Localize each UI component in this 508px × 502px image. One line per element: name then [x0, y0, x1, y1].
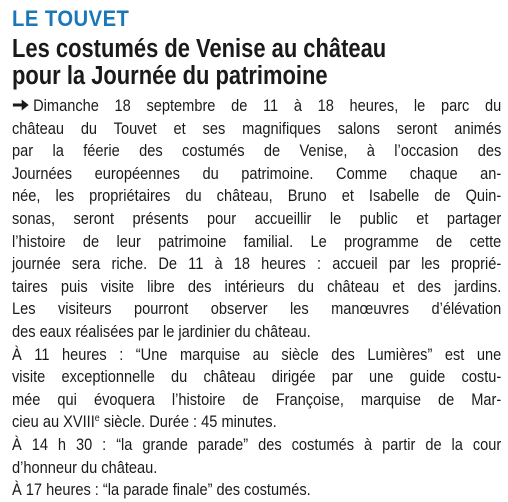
paragraph: [12, 479, 501, 502]
headline: [12, 36, 502, 90]
text-line: par la féerie des costumés de Venise, à l’occasion des: [12, 141, 502, 161]
paragraph: [12, 344, 501, 434]
text-line: cieu au XVIIIe siècle. Durée : 45 minutes.: [12, 412, 277, 432]
text-line: des eaux réalisées par le jardinier du château.: [12, 321, 311, 341]
article: [12, 6, 500, 502]
arrow-right-icon: [12, 96, 33, 115]
text-line: À 11 heures : “Une marquise au siècle des Lumières” est une: [12, 344, 502, 364]
text-line: taires puis visite libre des intérieurs du château et des jardins.: [12, 276, 502, 296]
text-line: Journées européennes du patrimoine. Comme chaque an-: [12, 163, 502, 183]
text-line: À 14 h 30 : “la grande parade” des costumés à partir de la cour: [12, 434, 502, 454]
text-line: Les visiteurs pourront observer les manœuvres d’élévation: [12, 299, 502, 319]
text-line: Dimanche 18 septembre de 11 à 18 heures, le parc du: [12, 95, 501, 118]
text-line: née, les propriétaires du château, Bruno et Isabelle de Quin-: [12, 186, 502, 206]
text-line: château du Touvet et ses magnifiques salons seront animés: [12, 118, 502, 138]
paragraph: [12, 95, 501, 344]
article-body: [12, 95, 501, 502]
text-line: journée sera riche. De 11 à 18 heures : accueil par les proprié-: [12, 254, 502, 274]
text-line: sonas, seront présents pour accueillir le public et partager: [12, 208, 502, 228]
kicker-location: LE TOUVET: [12, 6, 130, 31]
text-line: mée qui évoquera l’histoire de Françoise, marquise de Mar-: [12, 389, 502, 409]
text-line: À 17 heures : “la parade finale” des costumés.: [12, 480, 311, 500]
headline-line: Les costumés de Venise au château: [12, 35, 387, 63]
headline-line: pour la Journée du patrimoine: [12, 62, 328, 90]
paragraph: [12, 434, 501, 479]
text-line: d’honneur du château.: [12, 457, 158, 477]
text-line: l’histoire de leur patrimoine familial. Le programme de cette: [12, 231, 502, 251]
text-line: visite exceptionnelle du château dirigée par une guide costu-: [12, 367, 502, 387]
